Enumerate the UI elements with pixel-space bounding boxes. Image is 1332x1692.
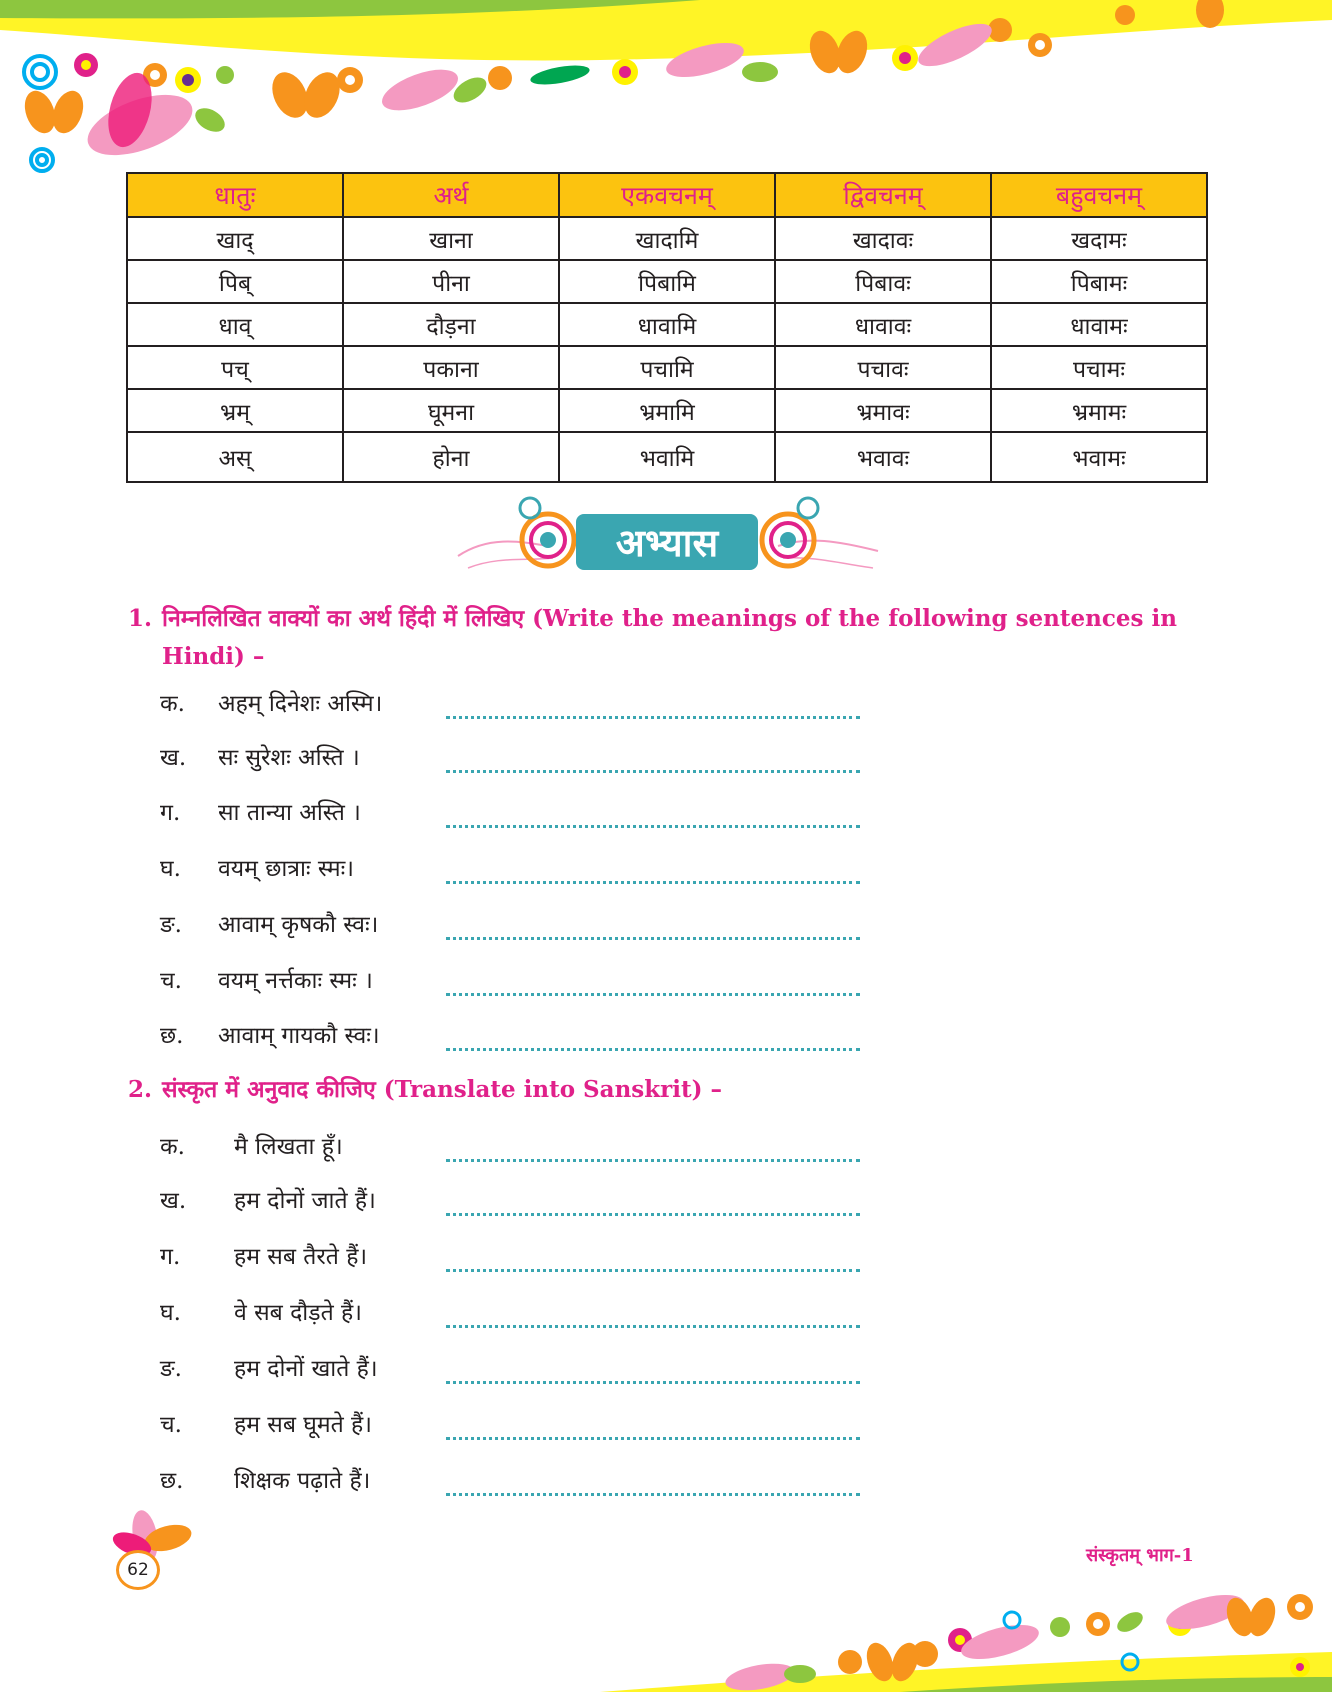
- table-cell: भ्रमामः: [991, 389, 1207, 432]
- table-cell: खादामि: [559, 217, 775, 260]
- bottom-floral-banner: [0, 1582, 1332, 1692]
- table-cell: धावामि: [559, 303, 775, 346]
- table-cell: पिब्: [127, 260, 343, 303]
- table-row: [127, 217, 1207, 260]
- answer-line[interactable]: [446, 1437, 860, 1440]
- answer-line[interactable]: [446, 1048, 860, 1051]
- answer-line[interactable]: [446, 770, 860, 773]
- answer-line[interactable]: [446, 881, 860, 884]
- item-label: घ.: [160, 856, 181, 882]
- header-dvivachanam: द्विवचनम्: [775, 173, 991, 217]
- answer-line[interactable]: [446, 1159, 860, 1162]
- item-text: हम दोनों जाते हैं।: [234, 1188, 376, 1214]
- answer-line[interactable]: [446, 1381, 860, 1384]
- item-text: सः सुरेशः अस्ति ।: [218, 745, 360, 771]
- table-cell: खाना: [343, 217, 559, 260]
- table-cell: पकाना: [343, 346, 559, 389]
- item-text: हम सब तैरते हैं।: [234, 1244, 368, 1270]
- item-text: वयम् नर्त्तकाः स्मः ।: [218, 968, 373, 994]
- question-1-title: [128, 600, 1208, 676]
- page-number: 62: [116, 1550, 160, 1590]
- table-header-row: [127, 173, 1207, 217]
- item-label: छ.: [160, 1468, 184, 1494]
- exercise-heading: अभ्यास: [576, 514, 758, 570]
- item-text: अहम् दिनेशः अस्मि।: [218, 691, 383, 717]
- item-label: ख.: [160, 745, 187, 771]
- item-text: हम दोनों खाते हैं।: [234, 1356, 378, 1382]
- table-row: [127, 303, 1207, 346]
- table-cell: धावावः: [775, 303, 991, 346]
- answer-line[interactable]: [446, 993, 860, 996]
- top-floral-banner: [0, 0, 1332, 190]
- table-cell: पिबावः: [775, 260, 991, 303]
- table-cell: खदामः: [991, 217, 1207, 260]
- table-cell: भ्रमामि: [559, 389, 775, 432]
- item-text: आवाम् गायकौ स्वः।: [218, 1023, 380, 1049]
- item-label: क.: [160, 1134, 185, 1160]
- table-cell: होना: [343, 432, 559, 482]
- item-label: घ.: [160, 1300, 181, 1326]
- table-row: [127, 389, 1207, 432]
- table-cell: घूमना: [343, 389, 559, 432]
- table-cell: खाद्: [127, 217, 343, 260]
- item-label: च.: [160, 968, 182, 994]
- item-text: वयम् छात्राः स्मः।: [218, 856, 354, 882]
- table-cell: भवामि: [559, 432, 775, 482]
- table-cell: खादावः: [775, 217, 991, 260]
- verb-conjugation-table: [126, 172, 1208, 483]
- table-cell: पचामः: [991, 346, 1207, 389]
- question-2-title: [128, 1071, 1208, 1109]
- header-ekavachanam: एकवचनम्: [559, 173, 775, 217]
- table-cell: पीना: [343, 260, 559, 303]
- table-cell: अस्: [127, 432, 343, 482]
- item-label: क.: [160, 691, 185, 717]
- answer-line[interactable]: [446, 937, 860, 940]
- table-cell: भ्रमावः: [775, 389, 991, 432]
- table-cell: धावामः: [991, 303, 1207, 346]
- question-number: 2.: [128, 1076, 153, 1103]
- table-cell: पिबामः: [991, 260, 1207, 303]
- table-row: [127, 432, 1207, 482]
- table-cell: भवावः: [775, 432, 991, 482]
- table-cell: भवामः: [991, 432, 1207, 482]
- table-row: [127, 260, 1207, 303]
- question-text-continued: Hindi) –: [162, 643, 265, 670]
- table-cell: पिबामि: [559, 260, 775, 303]
- answer-line[interactable]: [446, 1213, 860, 1216]
- item-text: हम सब घूमते हैं।: [234, 1412, 372, 1438]
- table-cell: भ्रम्: [127, 389, 343, 432]
- table-row: [127, 346, 1207, 389]
- item-text: शिक्षक पढ़ाते हैं।: [234, 1468, 371, 1494]
- item-text: वे सब दौड़ते हैं।: [234, 1300, 362, 1326]
- answer-line[interactable]: [446, 825, 860, 828]
- table-cell: पचामि: [559, 346, 775, 389]
- table-cell: धाव्: [127, 303, 343, 346]
- page-number-badge: [110, 1508, 200, 1588]
- item-label: ग.: [160, 1244, 181, 1270]
- header-bahuvachanam: बहुवचनम्: [991, 173, 1207, 217]
- header-dhatu: धातुः: [127, 173, 343, 217]
- item-label: छ.: [160, 1023, 184, 1049]
- answer-line[interactable]: [446, 716, 860, 719]
- item-text: आवाम् कृषकौ स्वः।: [218, 912, 379, 938]
- table-cell: दौड़ना: [343, 303, 559, 346]
- book-title: संस्कृतम् भाग-1: [1086, 1545, 1194, 1566]
- answer-line[interactable]: [446, 1325, 860, 1328]
- exercise-heading-badge: [448, 496, 888, 590]
- table-cell: पचावः: [775, 346, 991, 389]
- question-text: निम्नलिखित वाक्यों का अर्थ हिंदी में लिखिए (Write the meanings of the following sentences in: [162, 605, 1177, 632]
- question-text: संस्कृत में अनुवाद कीजिए (Translate into Sanskrit) –: [162, 1076, 723, 1103]
- item-label: च.: [160, 1412, 182, 1438]
- item-label: ख.: [160, 1188, 187, 1214]
- item-text: सा तान्या अस्ति ।: [218, 800, 361, 826]
- item-label: ग.: [160, 800, 181, 826]
- question-number: 1.: [128, 605, 153, 632]
- item-label: ङ.: [160, 1356, 182, 1382]
- header-artha: अर्थ: [343, 173, 559, 217]
- answer-line[interactable]: [446, 1493, 860, 1496]
- item-text: मै लिखता हूँ।: [234, 1134, 343, 1160]
- item-label: ङ.: [160, 912, 182, 938]
- table-cell: पच्: [127, 346, 343, 389]
- answer-line[interactable]: [446, 1269, 860, 1272]
